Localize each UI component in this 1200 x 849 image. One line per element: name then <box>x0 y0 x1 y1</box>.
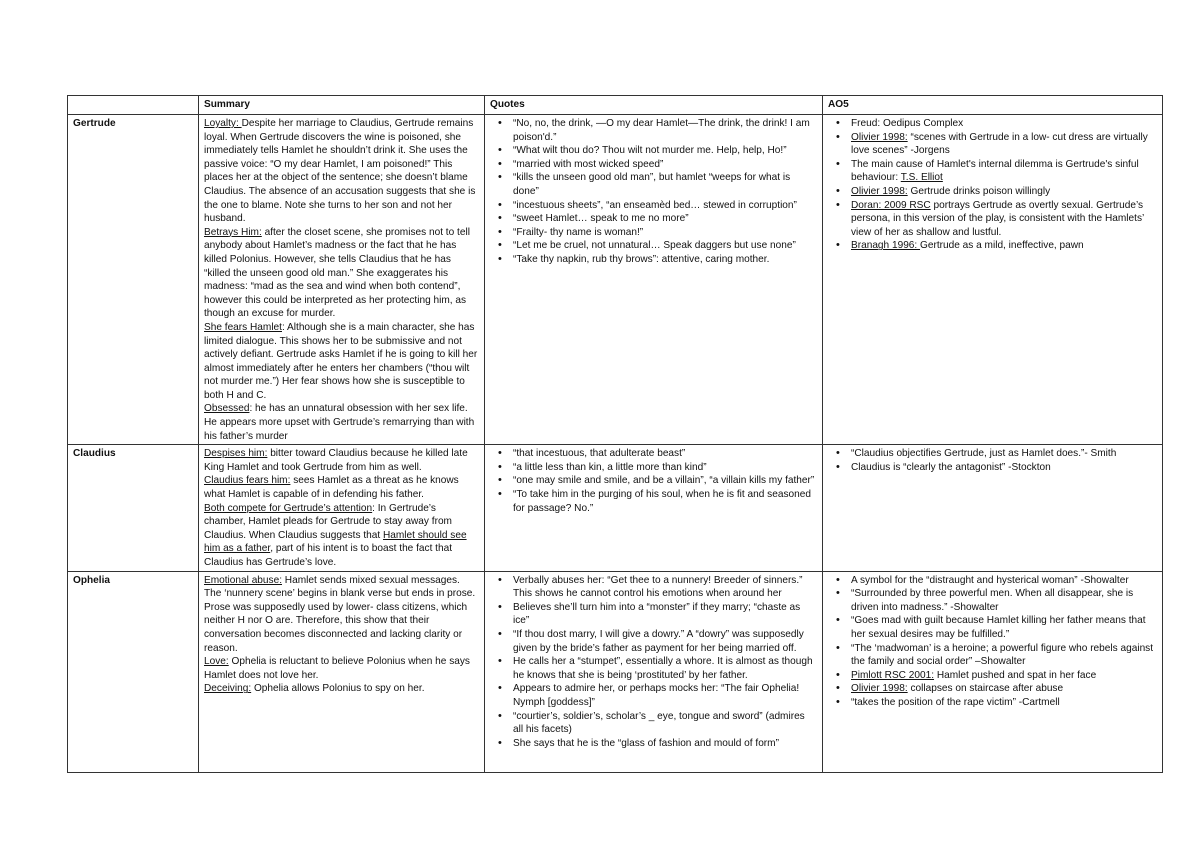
summary-heading: Obsessed <box>204 403 250 415</box>
ao5-text: portrays Gertrude as overtly sexual. Gertrude’s persona, in this version of the play, is consistent with the Hamlets’ view of her as shallow and lustful. <box>851 199 1144 238</box>
ao5-text: “Surrounded by three powerful men. When all disappear, she is driven into madness.” -Showalter <box>851 588 1134 613</box>
summary-paragraph <box>204 321 479 403</box>
summary-paragraph <box>204 574 479 656</box>
ao5-text: “takes the position of the rape victim” -Cartmell <box>851 696 1060 708</box>
quote-item: • “sweet Hamlet… speak to me no more” <box>513 212 817 226</box>
character-table <box>67 95 1163 773</box>
summary-text: Hamlet sends mixed sexual messages. The ‘nunnery scene’ begins in blank verse but ends in prose. Prose was supposedly used by lower- class citizens, which neither H nor O are. Therefore, this show that their conversation becomes disconnected and lacking clarity or reason. <box>204 574 476 654</box>
summary-heading: Emotional abuse: <box>204 574 282 586</box>
summary-paragraph <box>204 682 479 696</box>
quote-item: • “courtier’s, soldier’s, scholar’s _ eye, tongue and sword” (admires all his facets) <box>513 710 817 737</box>
summary-paragraph <box>204 226 479 321</box>
summary-heading: Betrays Him: <box>204 226 262 238</box>
header-quotes: Quotes <box>485 96 823 115</box>
ao5-text: “Claudius objectifies Gertrude, just as Hamlet does.”- Smith <box>851 448 1117 460</box>
ao5-cell <box>823 571 1163 772</box>
ao5-text: Gertrude as a mild, ineffective, pawn <box>920 240 1084 252</box>
summary-text: bitter toward Claudius because he killed late King Hamlet and took Gertrude from him as well. <box>204 448 468 473</box>
header-empty <box>68 96 199 115</box>
summary-text: Ophelia is reluctant to believe Polonius when he says Hamlet does not love her. <box>204 656 470 681</box>
ao5-item <box>851 185 1157 199</box>
summary-cell <box>199 445 485 571</box>
ao5-text: collapses on staircase after abuse <box>907 683 1064 695</box>
table-row-gertrude <box>68 115 1163 445</box>
ao5-item <box>851 131 1157 158</box>
ao5-source: Olivier 1998: <box>851 683 908 695</box>
quote-item: • “Frailty- thy name is woman!” <box>513 226 817 240</box>
quote-item: • “married with most wicked speed” <box>513 158 817 172</box>
summary-heading: Claudius fears him: <box>204 475 291 487</box>
quote-item: • “a little less than kin, a little more than kind” <box>513 461 817 475</box>
ao5-text: Freud: Oedipus Complex <box>851 118 964 129</box>
quotes-cell <box>485 115 823 445</box>
quotes-cell <box>485 571 823 772</box>
summary-text: after the closet scene, she promises not to tell anybody about Hamlet’s madness or the fact that he has killed Polonius. However, she tells Claudius that he has “killed the unseen good old man.” She exaggerates his madness: “mad as the sea and wind when both contend”, however this could be interpreted as her protecting him, as though an excuse for murder. <box>204 226 470 320</box>
ao5-item <box>851 199 1157 240</box>
summary-text: : he has an unnatural obsession with her sex life. He appears more upset with Gertrude’s remarrying than with his father’s murder <box>204 403 475 442</box>
ao5-item <box>851 682 1157 696</box>
ao5-source: Pimlott RSC 2001: <box>851 669 935 681</box>
quotes-cell <box>485 445 823 571</box>
summary-heading: Love: <box>204 656 229 668</box>
summary-text: : In Gertrude’s chamber, Hamlet pleads for Gertrude to stay away from Claudius. When Claudius suggests that <box>204 502 452 541</box>
summary-heading: Both compete for Gertrude’s attention <box>204 502 373 514</box>
summary-paragraph <box>204 502 479 570</box>
quote-item: • “If thou dost marry, I will give a dowry.” A “dowry” was supposedly given by the bride’s father as payment for her being married off. <box>513 628 817 655</box>
summary-text: Despite her marriage to Claudius, Gertrude remains loyal. When Gertrude discovers the wine is poisoned, she immediately tells Hamlet he shouldn’t drink it. She uses the passive voice: “O my dear Hamlet, I am poisoned!” This places her at the object of the sentence; she doesn’t blame Claudius. The absence of an accusation suggests that she is the one to blame. Note she turns to her son and not her husband. <box>204 118 476 225</box>
ao5-item <box>851 614 1157 641</box>
ao5-item <box>851 461 1157 475</box>
quote-item: • “incestuous sheets”, “an enseamèd bed… stewed in corruption” <box>513 199 817 213</box>
ao5-item <box>851 669 1157 683</box>
quote-item: • “that incestuous, that adulterate beast” <box>513 447 817 461</box>
summary-paragraph <box>204 117 479 226</box>
quote-item: • “To take him in the purging of his soul, when he is fit and seasoned for passage? No.” <box>513 488 817 515</box>
summary-heading: Loyalty: <box>204 118 242 129</box>
ao5-text: “The ‘madwoman’ is a heroine; a powerful figure who rebels against the family and social order” –Showalter <box>851 642 1154 668</box>
ao5-text: A symbol for the “distraught and hysterical woman” -Showalter <box>851 574 1129 586</box>
summary-paragraph <box>204 474 479 501</box>
ao5-source: Olivier 1998: <box>851 185 908 197</box>
ao5-text: Gertrude drinks poison willingly <box>907 185 1051 197</box>
ao5-source: Branagh 1996: <box>851 240 921 252</box>
summary-paragraph <box>204 402 479 443</box>
quotes-list <box>490 117 817 267</box>
ao5-cell <box>823 115 1163 445</box>
ao5-item <box>851 447 1157 461</box>
header-summary: Summary <box>199 96 485 115</box>
ao5-text: Claudius is “clearly the antagonist” -Stockton <box>851 461 1051 473</box>
ao5-source: Olivier 1998: <box>851 131 908 143</box>
summary-text: Ophelia allows Polonius to spy on her. <box>251 683 425 695</box>
quote-item: • She says that he is the “glass of fashion and mould of form” <box>513 737 817 751</box>
character-name: Gertrude <box>68 115 199 445</box>
quote-item: • “Let me be cruel, not unnatural… Speak daggers but use none” <box>513 239 817 253</box>
summary-text: : Although she is a main character, she has limited dialogue. This shows her to be submissive and not actively defiant. Gertrude asks Hamlet if he is going to kill her almost immediately after he enters her chambers (“thou wilt not murder me.”) Her fear shows how she is susceptible to both H and C. <box>204 321 478 401</box>
quote-item: • “one may smile and smile, and be a villain”, “a villain kills my father” <box>513 474 817 488</box>
ao5-text: “Goes mad with guilt because Hamlet killing her father means that her sexual desires may be fulfilled.” <box>851 615 1146 640</box>
table-row-claudius <box>68 445 1163 571</box>
quote-item: • Verbally abuses her: “Get thee to a nunnery! Breeder of sinners.” This shows he cannot control his emotions when around her <box>513 574 817 601</box>
summary-cell <box>199 571 485 772</box>
header-ao5: AO5 <box>823 96 1163 115</box>
table-row-ophelia <box>68 571 1163 772</box>
ao5-text: The main cause of Hamlet's internal dilemma is Gertrude's sinful behaviour: <box>851 158 1139 184</box>
ao5-item <box>851 574 1157 588</box>
ao5-list <box>828 117 1157 253</box>
ao5-item <box>851 117 1157 131</box>
ao5-item <box>851 239 1157 253</box>
summary-emphasis: Hamlet should see him as a father <box>204 529 467 555</box>
quotes-list <box>490 574 817 751</box>
quote-item: • Believes she’ll turn him into a “monster” if they marry; “chaste as ice” <box>513 601 817 628</box>
quote-item: • He calls her a “stumpet”, essentially a whore. It is almost as though he knows that she is being ‘prostituted’ by her father. <box>513 655 817 682</box>
ao5-item <box>851 696 1157 710</box>
ao5-list <box>828 574 1157 710</box>
quote-item: • Appears to admire her, or perhaps mocks her: “The fair Ophelia! Nymph [goddess]” <box>513 682 817 709</box>
summary-paragraph <box>204 447 479 474</box>
ao5-item <box>851 587 1157 614</box>
ao5-list <box>828 447 1157 474</box>
ao5-citation: T.S. Elliot <box>900 172 943 184</box>
quotes-list <box>490 447 817 515</box>
summary-text: sees Hamlet as a threat as he knows what Hamlet is capable of in defending his father. <box>204 475 459 501</box>
ao5-text: Hamlet pushed and spat in her face <box>934 669 1097 681</box>
character-name: Claudius <box>68 445 199 571</box>
ao5-item <box>851 642 1157 669</box>
summary-heading: Deceiving: <box>204 683 252 695</box>
summary-cell <box>199 115 485 445</box>
summary-heading: She fears Hamlet <box>204 321 282 333</box>
quote-item: • “No, no, the drink, —O my dear Hamlet—The drink, the drink! I am poison'd.” <box>513 117 817 144</box>
quote-item: • “Take thy napkin, rub thy brows”: attentive, caring mother. <box>513 253 817 267</box>
ao5-text: “scenes with Gertrude in a low- cut dress are virtually love scenes” -Jorgens <box>851 131 1148 157</box>
quote-item: • “What wilt thou do? Thou wilt not murder me. Help, help, Ho!” <box>513 144 817 158</box>
summary-heading: Despises him: <box>204 448 268 460</box>
summary-text: , part of his intent is to boast the fact that Claudius has Gertrude’s love. <box>204 543 453 568</box>
header-row <box>68 96 1163 115</box>
character-name: Ophelia <box>68 571 199 772</box>
ao5-item <box>851 158 1157 185</box>
summary-paragraph <box>204 655 479 682</box>
quote-item: • “kills the unseen good old man”, but hamlet “weeps for what is done” <box>513 171 817 198</box>
ao5-source: Doran: 2009 RSC <box>851 199 931 211</box>
ao5-cell <box>823 445 1163 571</box>
